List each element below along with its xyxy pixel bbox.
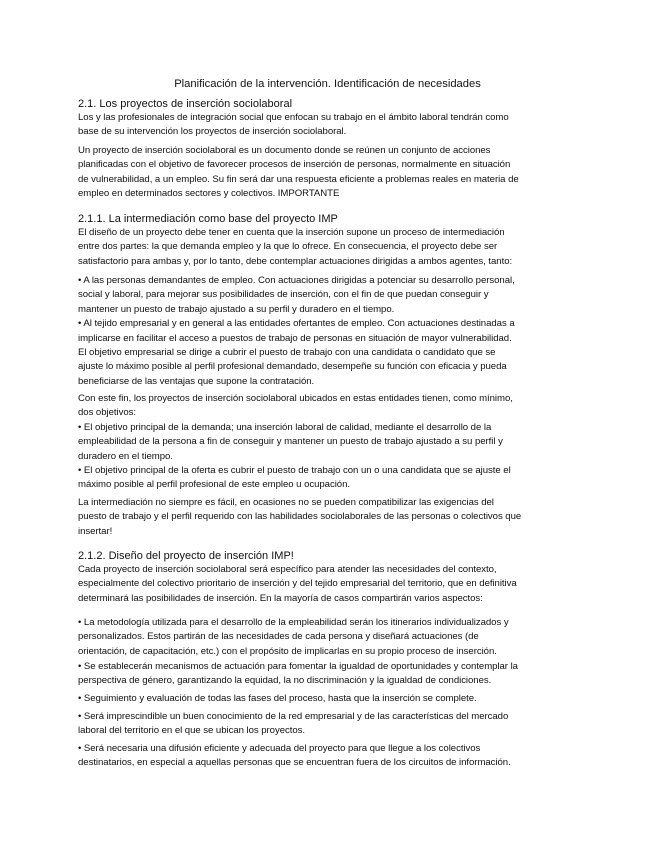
text-line: duradero en el tiempo.: [78, 450, 173, 462]
paragraph: [78, 496, 578, 539]
text-line: • Seguimiento y evaluación de todas las fases del proceso, hasta que la inserción se complete.: [78, 693, 477, 704]
text-line: implicarse en facilitar el acceso a puestos de trabajo de personas en situación de mayor vulnerabilidad.: [78, 332, 512, 344]
text-line: social y laboral, para mejorar sus posibilidades de inserción, con el fin de que puedan conseguir y: [78, 289, 489, 301]
text-line: • El objetivo principal de la demanda; una inserción laboral de calidad, mediante el desarrollo de la: [78, 421, 492, 433]
section-heading: [78, 97, 578, 111]
text-line: • Se establecerán mecanismos de actuación para fomentar la igualdad de oportunidades y contemplar la: [78, 661, 518, 672]
text-line: • La metodología utilizada para el desarrollo de la empleabilidad serán los itinerarios individualizados y: [78, 617, 509, 628]
text-line: El diseño de un proyecto debe tener en cuenta que la inserción supone un proceso de intermediación: [78, 227, 505, 238]
text-line: especialmente del colectivo prioritario de inserción y del tejido empresarial del territorio, que en definitiva: [78, 578, 517, 590]
paragraph: [78, 226, 578, 269]
text-line: • Al tejido empresarial y en general a las entidades ofertantes de empleo. Con actuaciones destinadas a: [78, 318, 515, 330]
page-title: Planificación de la intervención. Identificación de necesidades: [174, 78, 481, 90]
text-line: 2.1.1. La intermediación como base del proyecto IMP: [78, 213, 338, 225]
text-line: perspectiva de género, garantizando la equidad, la no discriminación y la igualdad de condiciones.: [78, 675, 492, 687]
text-line: orientación, de capacitación, etc.) con el propósito de implicarlas en su propio proceso de inserción.: [78, 645, 497, 657]
text-line: laboral del territorio en el que se ubican los proyectos.: [78, 725, 305, 737]
text-line: entre dos partes: la que demanda empleo y la que lo ofrece. En consecuencia, el proyecto debe ser: [78, 241, 498, 253]
paragraph: [78, 742, 578, 771]
paragraph: [78, 274, 578, 389]
text-line: insertar!: [78, 525, 113, 537]
text-line: 2.1. Los proyectos de inserción sociolaboral: [78, 98, 293, 110]
text-line: base de su intervención los proyectos de inserción sociolaboral.: [78, 126, 347, 138]
text-line: • Será necesaria una difusión eficiente y adecuada del proyecto para que llegue a los colectivos: [78, 743, 481, 754]
text-line: de vulnerabilidad, a un empleo. Su fin será dar una respuesta eficiente a problemas reales en materia de: [78, 173, 519, 185]
text-line: ajuste lo máximo posible al perfil profesional demandado, desempeñe su función con eficacia y pueda: [78, 361, 507, 373]
text-line: El objetivo empresarial se dirige a cubrir el puesto de trabajo con una candidata o candidato que se: [78, 347, 496, 359]
paragraph: [78, 563, 578, 606]
text-line: La intermediación no siempre es fácil, en ocasiones no se pueden compatibilizar las exigencias del: [78, 497, 494, 508]
text-line: 2.1.2. Diseño del proyecto de inserción IMP!: [78, 550, 294, 562]
section-heading: [78, 212, 578, 226]
text-line: Un proyecto de inserción sociolaboral es un documento donde se reúnen un conjunto de acciones: [78, 145, 491, 156]
paragraph: [78, 144, 578, 202]
text-line: satisfactorio para ambas y, por lo tanto, debe contemplar actuaciones dirigidas a ambos agentes, tanto:: [78, 255, 513, 267]
paragraph: [78, 111, 578, 140]
text-line: destinatarios, en especial a aquellas personas que se encuentran fuera de los circuitos de información.: [78, 757, 511, 769]
paragraph: [78, 710, 578, 739]
text-line: • A las personas demandantes de empleo. Con actuaciones dirigidas a potenciar su desarrollo personal,: [78, 275, 515, 286]
text-line: empleabilidad de la persona a fin de conseguir y mantener un puesto de trabajo ajustado a su perfil y: [78, 436, 503, 448]
text-line: • Será imprescindible un buen conocimiento de la red empresarial y de las características del mercado: [78, 711, 509, 722]
text-line: beneficiarse de las ventajas que supone la contratación.: [78, 375, 315, 387]
text-line: Los y las profesionales de integración social que enfocan su trabajo en el ámbito laboral tendrán como: [78, 112, 509, 123]
text-line: puesto de trabajo y el perfil requerido con las habilidades sociolaborales de las personas o colectivos que: [78, 511, 522, 523]
text-line: empleo en determinados sectores y colectivos. IMPORTANTE: [78, 188, 340, 200]
text-line: determinará las posibilidades de inserción. En la mayoría de casos compartirán varios aspectos:: [78, 592, 483, 604]
section-heading: [78, 549, 578, 563]
text-line: personalizados. Estos partirán de las necesidades de cada persona y diseñará actuaciones (de: [78, 631, 479, 643]
paragraph: [78, 692, 578, 706]
paragraph: [78, 392, 578, 493]
text-line: Con este fin, los proyectos de inserción sociolaboral ubicados en estas entidades tienen, como mínimo,: [78, 393, 513, 404]
text-line: mantener un puesto de trabajo ajustado a su perfil y duradero en el tiempo.: [78, 303, 395, 315]
text-line: Cada proyecto de inserción sociolaboral será específico para atender las necesidades del contexto,: [78, 564, 497, 575]
text-line: dos objetivos:: [78, 407, 136, 419]
paragraph: [78, 660, 578, 689]
paragraph: [78, 616, 578, 659]
text-line: • El objetivo principal de la oferta es cubrir el puesto de trabajo con un o una candidata que se ajuste el: [78, 465, 511, 477]
text-line: planificadas con el objetivo de favorecer procesos de inserción de personas, normalmente en situación: [78, 159, 511, 171]
text-line: máximo posible al perfil profesional de este empleo u ocupación.: [78, 479, 350, 491]
